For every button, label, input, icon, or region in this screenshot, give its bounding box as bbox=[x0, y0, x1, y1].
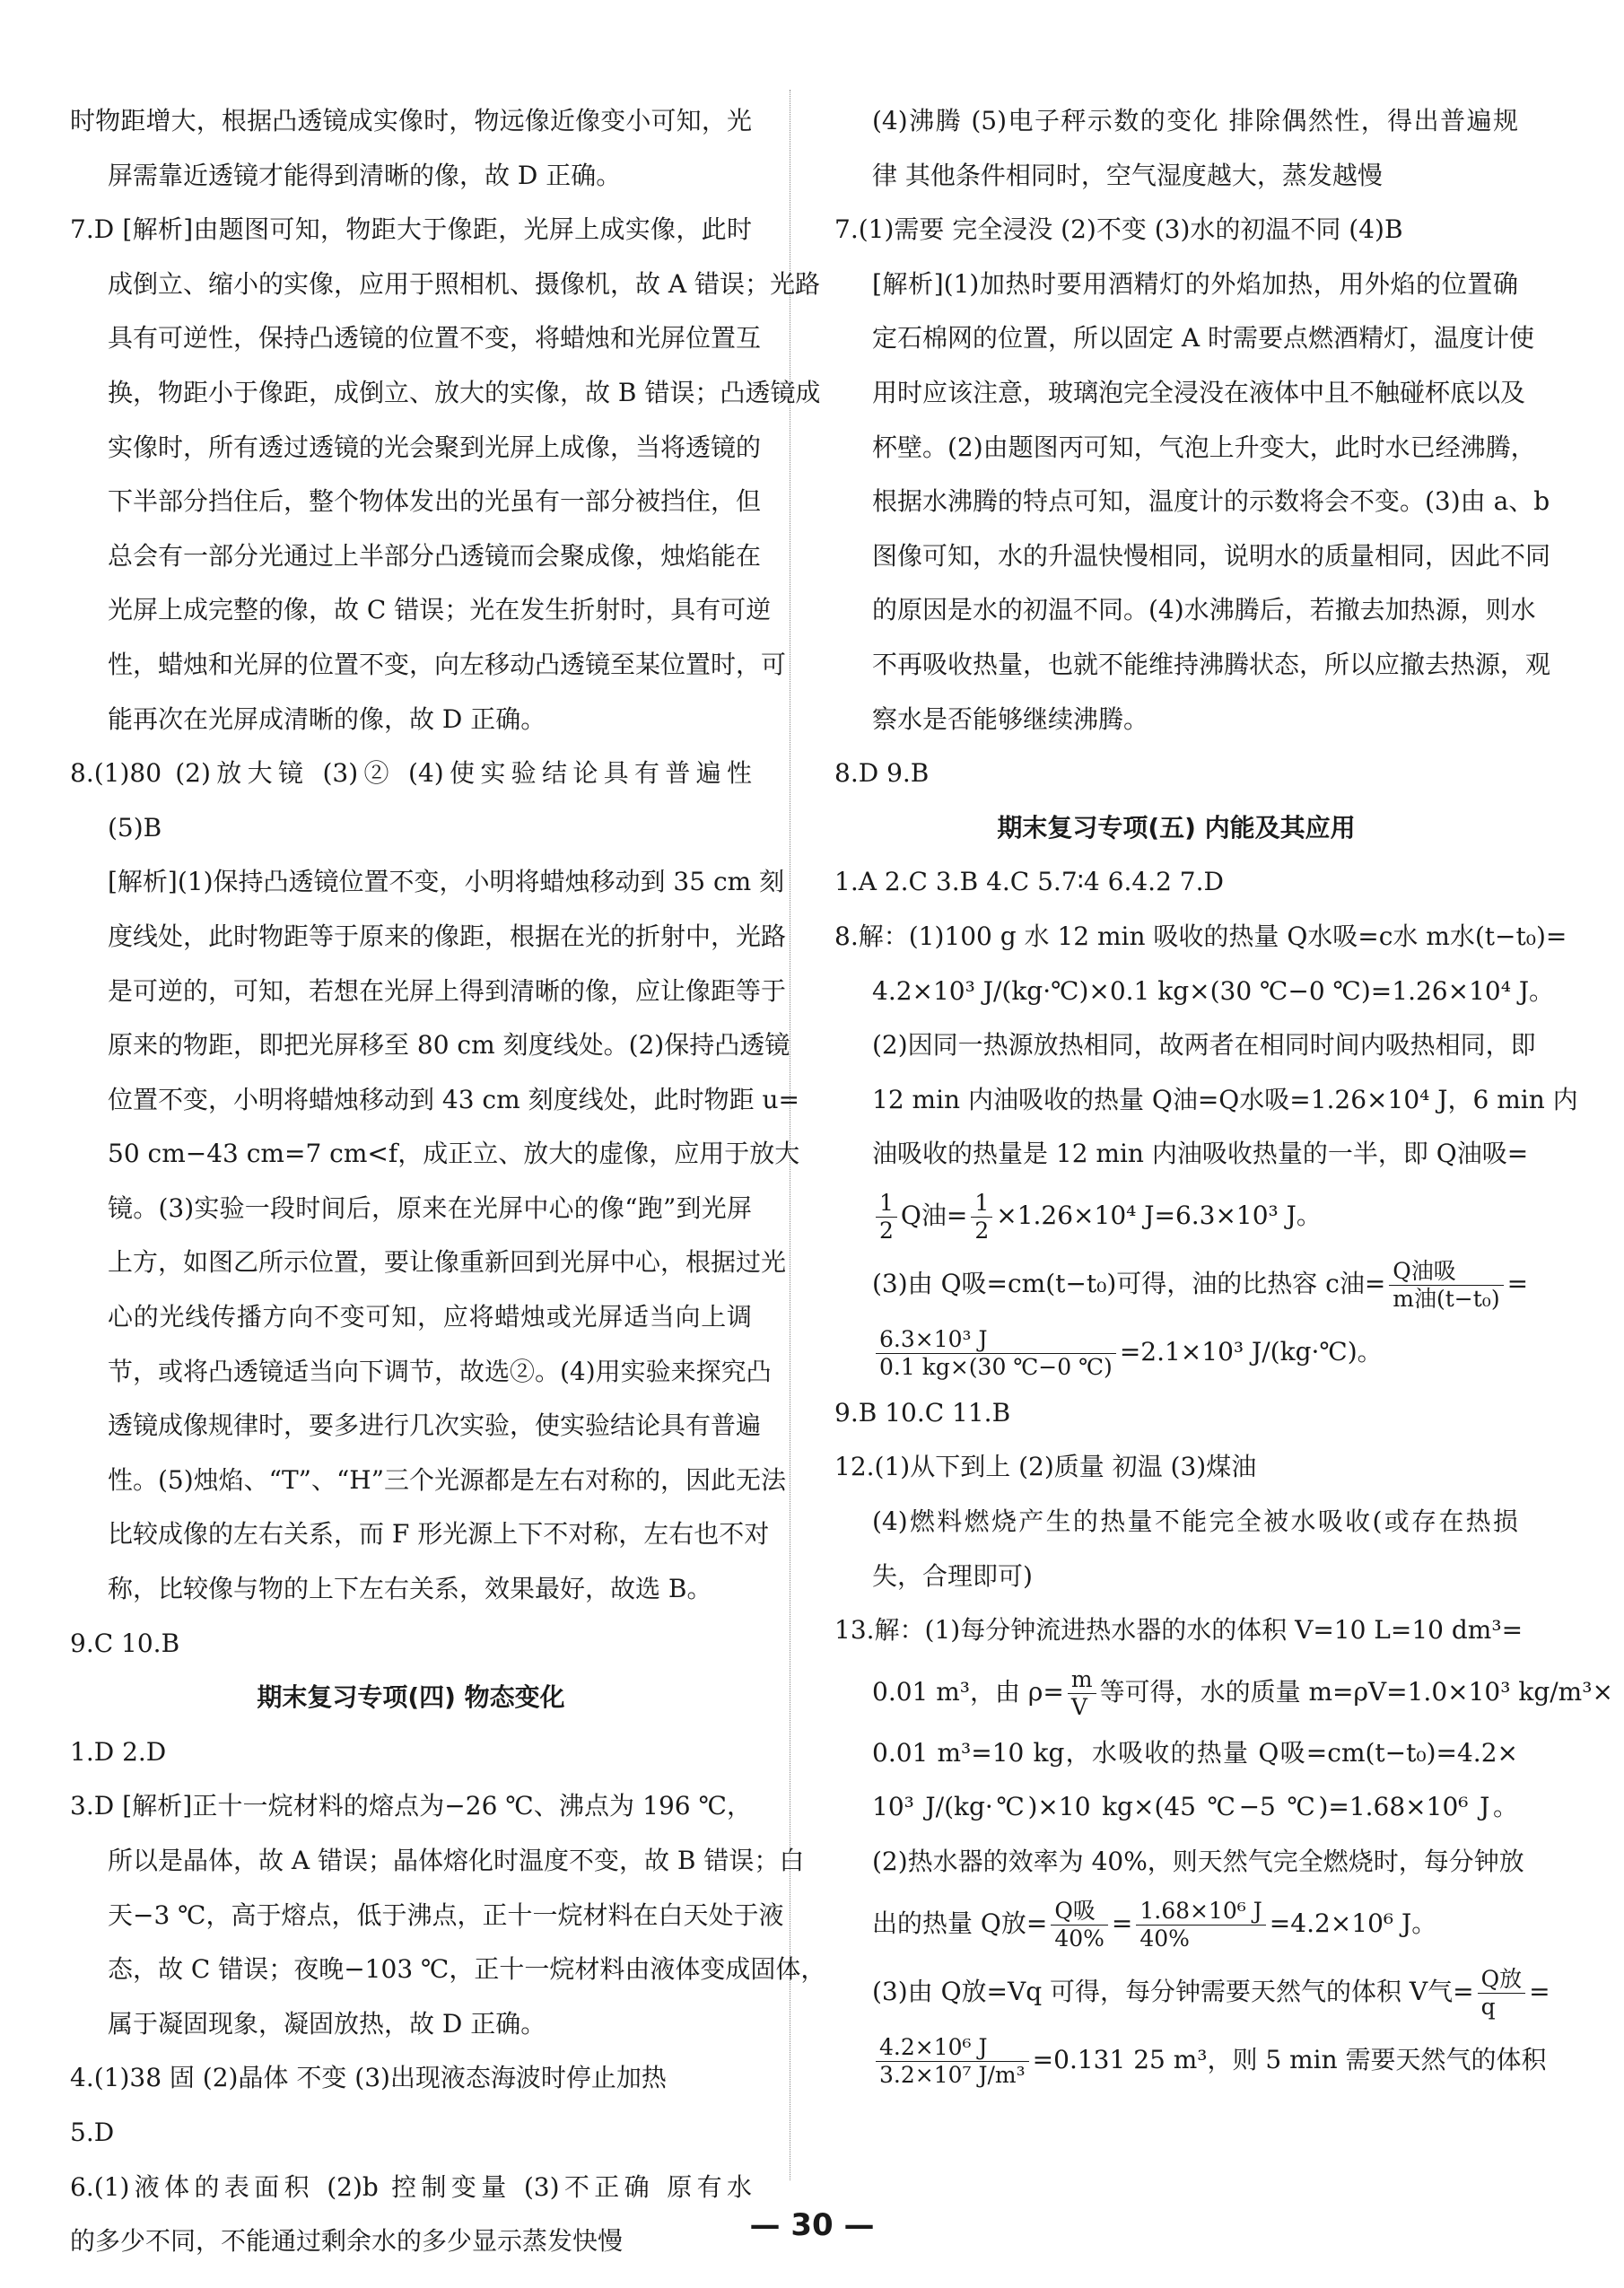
answer-7: 7.D [解析]由题图可知，物距大于像距，光屏上成实像，此时 bbox=[70, 214, 752, 245]
text-line: 屏需靠近透镜才能得到清晰的像，故 D 正确。 bbox=[108, 160, 622, 190]
text-line: 镜。(3)实验一段时间后，原来在光屏中心的像“跑”到光屏 bbox=[108, 1192, 752, 1223]
text-line: 12 min 内油吸收的热量 Q油=Q水吸=1.26×10⁴ J，6 min 内 bbox=[872, 1084, 1578, 1114]
fraction: $\frac{\text{6.3×10³ J}}{0.1 kg\times(30 ℃-0 ℃)}$ bbox=[876, 1326, 1116, 1381]
text-line: 的原因是水的初温不同。(4)水沸腾后，若撤去加热源，则水 bbox=[872, 595, 1536, 625]
text-line: 属于凝固现象，凝固放热，故 D 正确。 bbox=[108, 2008, 546, 2039]
answer-12: 12.(1)从下到上 (2)质量 初温 (3)煤油 bbox=[834, 1452, 1257, 1482]
text-line: 50 cm−43 cm=7 cm<f，成正立、放大的虚像，应用于放大 bbox=[108, 1139, 800, 1169]
answer-6: 6.(1)液体的表面积 (2)b 控制变量 (3)不正确 原有水 bbox=[70, 2171, 752, 2202]
text-line: 实像时，所有透过透镜的光会聚到光屏上成像，当将透镜的 bbox=[108, 432, 762, 462]
text-line: 具有可逆性，保持凸透镜的位置不变，将蜡烛和光屏位置互 bbox=[108, 323, 762, 354]
text-line: 心的光线传播方向不变可知，应将蜡烛或光屏适当向上调 bbox=[108, 1302, 752, 1332]
answer-8-9: 8.D 9.B bbox=[834, 758, 930, 789]
answer-9-10: 9.C 10.B bbox=[70, 1628, 180, 1658]
text-line: (4)燃料燃烧产生的热量不能完全被水吸收(或存在热损 bbox=[872, 1506, 1518, 1537]
text-line: 4.2×10³ J/(kg·℃)×0.1 kg×(30 ℃−0 ℃)=1.26×10⁴ J。 bbox=[872, 975, 1555, 1006]
formula-line: 出的热量 Q放= $\frac{\text{Q吸}}{40\%}$ = $\frac{\text{1.68×10⁶ J}}{40\%}$ =4.2×10⁶ J。 bbox=[872, 1897, 1437, 1952]
answer-1-7: 1.A 2.C 3.B 4.C 5.7∶4 6.4.2 7.D bbox=[834, 867, 1224, 897]
text-line: 总会有一部分光通过上半部分凸透镜而会聚成像，烛焰能在 bbox=[108, 540, 762, 571]
text-line: 节，或将凸透镜适当向下调节，故选②。(4)用实验来探究凸 bbox=[108, 1356, 772, 1386]
answer-9-11: 9.B 10.C 11.B bbox=[834, 1397, 1011, 1428]
section-heading: 期末复习专项(五) 内能及其应用 bbox=[997, 812, 1356, 843]
answer-13: 13.解：(1)每分钟流进热水器的水的体积 V=10 L=10 dm³= bbox=[834, 1615, 1524, 1646]
text-line: 上方，如图乙所示位置，要让像重新回到光屏中心，根据过光 bbox=[108, 1247, 787, 1278]
section-heading: 期末复习专项(四) 物态变化 bbox=[257, 1682, 565, 1713]
text-line: 律 其他条件相同时，空气湿度越大，蒸发越慢 bbox=[872, 160, 1383, 190]
text-line: 所以是晶体，故 A 错误；晶体熔化时温度不变，故 B 错误；白 bbox=[108, 1846, 805, 1875]
text-line: 光屏上成完整的像，故 C 错误；光在发生折射时，具有可逆 bbox=[108, 595, 772, 625]
text-line: [解析](1)加热时要用酒精灯的外焰加热，用外焰的位置确 bbox=[872, 268, 1518, 299]
page-number: — 30 — bbox=[749, 2207, 875, 2243]
text-line: 天−3 ℃，高于熔点，低于沸点，正十一烷材料在白天处于液 bbox=[108, 1899, 784, 1930]
formula-line: $\frac{1}{2}$ Q油= $\frac{1}{2}$ ×1.26×10⁴ J=6.3×10³ J。 bbox=[834, 1182, 1518, 1250]
text-line: 10³ J/(kg·℃)×10 kg×(45 ℃−5 ℃)=1.68×10⁶ J。 bbox=[872, 1792, 1518, 1822]
text-line: 察水是否能够继续沸腾。 bbox=[872, 703, 1149, 734]
text-line: 油吸收的热量是 12 min 内油吸收热量的一半，即 Q油吸= bbox=[872, 1139, 1529, 1169]
text-line: 换，物距小于像距，成倒立、放大的实像，故 B 错误；凸透镜成 bbox=[108, 377, 821, 407]
text-line: 杯壁。(2)由题图丙可知，气泡上升变大，此时水已经沸腾， bbox=[872, 432, 1536, 462]
text-line: (2)热水器的效率为 40%，则天然气完全燃烧时，每分钟放 bbox=[872, 1847, 1524, 1877]
answer-8: 8.(1)80 (2)放大镜 (3)② (4)使实验结论具有普遍性 bbox=[70, 758, 752, 789]
right-column bbox=[834, 94, 1613, 2094]
text-line: 的多少不同，不能通过剩余水的多少显示蒸发快慢 bbox=[70, 2226, 624, 2257]
text-line: (4)沸腾 (5)电子秤示数的变化 排除偶然性，得出普遍规 bbox=[872, 106, 1518, 135]
formula-line: (3)由 Q吸=cm(t−t₀)可得，油的比热容 c油= $\frac{\text{Q油吸}}{\text{m油(t−t₀)}}$ = bbox=[872, 1257, 1529, 1312]
answer-3: 3.D [解析]正十一烷材料的熔点为−26 ℃、沸点为 196 ℃， bbox=[70, 1791, 752, 1821]
text-line: 能再次在光屏成清晰的像，故 D 正确。 bbox=[108, 703, 546, 734]
text-line: 成倒立、缩小的实像，应用于照相机、摄像机，故 A 错误；光路 bbox=[108, 268, 821, 299]
fraction: $\frac{\text{Q放}}{q}$ bbox=[1478, 1966, 1526, 2021]
text-line: (5)B bbox=[108, 812, 162, 843]
text-line: 用时应该注意，玻璃泡完全浸没在液体中且不触碰杯底以及 bbox=[872, 377, 1526, 407]
text-line: 下半部分挡住后，整个物体发出的光虽有一部分被挡住，但 bbox=[108, 486, 762, 517]
text-line: 图像可知，水的升温快慢相同，说明水的质量相同，因此不同 bbox=[872, 540, 1551, 571]
text-line: [解析](1)保持凸透镜位置不变，小明将蜡烛移动到 35 cm 刻 bbox=[108, 867, 785, 897]
fraction: $\frac{\text{Q油吸}}{\text{m油(t−t₀)}}$ bbox=[1389, 1258, 1503, 1313]
formula-line: 0.01 m³，由 ρ= $\frac{m}{V}$ 等可得，水的质量 m=ρV=1.0×10³ kg/m³× bbox=[872, 1665, 1613, 1720]
formula-line: $\frac{\text{4.2×10⁶ J}}{\text{3.2×10⁷ J/m³}}$ =0.131 25 m³，则 5 min 需要天然气的体积 bbox=[834, 2026, 1518, 2094]
fraction: $\frac{1}{2}$ bbox=[876, 1190, 897, 1244]
text-line: (2)因同一热源放热相同，故两者在相同时间内吸热相同，即 bbox=[872, 1030, 1536, 1061]
text-line: 透镜成像规律时，要多进行几次实验，使实验结论具有普遍 bbox=[108, 1410, 762, 1441]
answer-5: 5.D bbox=[70, 2117, 115, 2147]
answer-1-2: 1.D 2.D bbox=[70, 1736, 167, 1767]
fraction: $\frac{\text{4.2×10⁶ J}}{\text{3.2×10⁷ J/m³}}$ bbox=[876, 2034, 1029, 2089]
text-line: 性。(5)烛焰、“T”、“H”三个光源都是左右对称的，因此无法 bbox=[108, 1464, 787, 1495]
text-line: 定石棉网的位置，所以固定 A 时需要点燃酒精灯，温度计使 bbox=[872, 323, 1535, 354]
fraction: $\frac{m}{V}$ bbox=[1068, 1666, 1096, 1721]
text-line: 度线处，此时物距等于原来的像距，根据在光的折射中，光路 bbox=[108, 921, 787, 951]
answer-7: 7.(1)需要 完全浸没 (2)不变 (3)水的初温不同 (4)B bbox=[834, 214, 1403, 245]
fraction: $\frac{1}{2}$ bbox=[971, 1190, 992, 1244]
formula-line: $\frac{\text{6.3×10³ J}}{0.1 kg\times(30 ℃-0 ℃)}$ =2.1×10³ J/(kg·℃)。 bbox=[834, 1318, 1518, 1386]
fraction: $\frac{\text{1.68×10⁶ J}}{40\%}$ bbox=[1136, 1898, 1265, 1952]
text-line: 0.01 m³=10 kg，水吸收的热量 Q吸=cm(t−t₀)=4.2× bbox=[872, 1737, 1518, 1768]
text-line: 称，比较像与物的上下左右关系，效果最好，故选 B。 bbox=[108, 1574, 712, 1604]
answer-8: 8.解：(1)100 g 水 12 min 吸收的热量 Q水吸=c水 m水(t−t₀)= bbox=[834, 921, 1567, 951]
text-line: 态，故 C 错误；夜晚−103 ℃，正十一烷材料由液体变成固体， bbox=[108, 1954, 826, 1985]
text-line: 性，蜡烛和光屏的位置不变，向左移动凸透镜至某位置时，可 bbox=[108, 649, 787, 679]
text-line: 根据水沸腾的特点可知，温度计的示数将会不变。(3)由 a、b bbox=[872, 486, 1550, 517]
text-line: 不再吸收热量，也就不能维持沸腾状态，所以应撤去热源，观 bbox=[872, 649, 1551, 679]
text-line: 是可逆的，可知，若想在光屏上得到清晰的像，应让像距等于 bbox=[108, 975, 787, 1006]
fraction: $\frac{\text{Q吸}}{40\%}$ bbox=[1051, 1898, 1108, 1952]
formula-line: (3)由 Q放=Vq 可得，每分钟需要天然气的体积 V气= $\frac{\text{Q放}}{q}$ = bbox=[872, 1965, 1550, 2020]
answer-4: 4.(1)38 固 (2)晶体 不变 (3)出现液态海波时停止加热 bbox=[70, 2063, 667, 2093]
text-line: 时物距增大，根据凸透镜成实像时，物远像近像变小可知，光 bbox=[70, 106, 752, 135]
text-line: 原来的物距，即把光屏移至 80 cm 刻度线处。(2)保持凸透镜 bbox=[108, 1030, 790, 1061]
text-line: 失，合理即可) bbox=[872, 1560, 1033, 1591]
text-line: 比较成像的左右关系，而 F 形光源上下不对称，左右也不对 bbox=[108, 1519, 770, 1550]
text-line: 位置不变，小明将蜡烛移动到 43 cm 刻度线处，此时物距 u= bbox=[108, 1084, 799, 1114]
